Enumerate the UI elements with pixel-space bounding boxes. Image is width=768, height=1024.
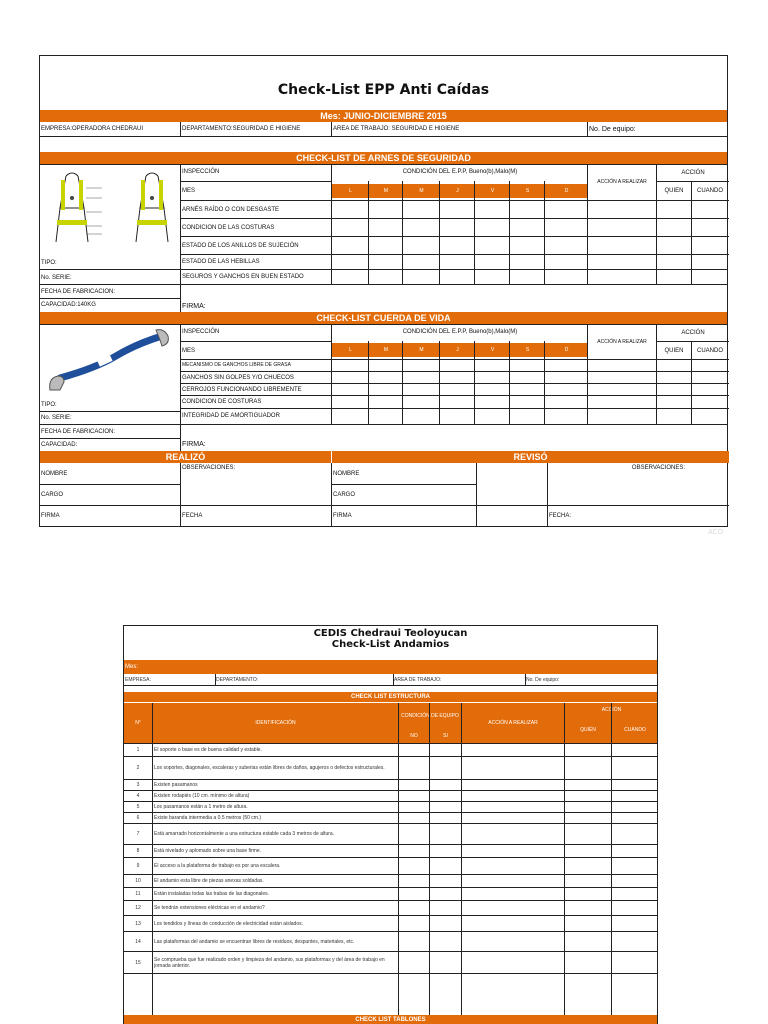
cuerda-item-5[interactable]: INTEGRIDAD DE AMORTIGUADOR [182, 412, 280, 419]
cuando-cell[interactable] [612, 932, 658, 951]
no-cell[interactable] [399, 780, 429, 790]
quien-cell[interactable] [565, 813, 611, 823]
cuerda-condicion-label: CONDICIÓN DEL E.P.P, Bueno(b),Malo(M) [402, 329, 518, 335]
arnes-day-s: S [525, 188, 530, 194]
table-row [124, 757, 657, 779]
quien-cell[interactable] [565, 888, 611, 900]
arnes-fecha-fab-field[interactable]: FECHA DE FABRICACION: [41, 289, 116, 295]
cuerda-item-4[interactable]: CONDICION DE COSTURAS [182, 399, 262, 405]
row-identificacion: El soporte o base es de buena calidad y estable. [154, 747, 262, 753]
harness-icon [46, 168, 174, 256]
si-cell[interactable] [430, 875, 461, 887]
month-bar: Mes: JUNIO-DICIEMBRE 2015 [40, 110, 727, 122]
cuerda-day-j: J [456, 347, 459, 353]
arnes-item-1[interactable]: ARNÉS RAÍDO O CON DESGASTE [182, 206, 280, 213]
arnes-day-row [332, 184, 588, 198]
estructura-header: CHECK LIST ESTRUCTURA [124, 692, 657, 702]
quien-cell[interactable] [565, 952, 611, 973]
row-number: 6 [136, 815, 140, 821]
row-number: 8 [136, 848, 140, 854]
arnes-inspeccion-label: INSPECCIÓN [182, 169, 220, 175]
cuando-cell[interactable] [612, 813, 658, 823]
col-identificacion-label: IDENTIFICACIÓN [255, 720, 296, 726]
accion-cell[interactable] [462, 791, 564, 801]
quien-cell[interactable] [565, 802, 611, 812]
cuerda-day-d: D [564, 347, 569, 353]
no-cell[interactable] [399, 888, 429, 900]
cuando-cell[interactable] [612, 802, 658, 812]
cuerda-capacidad-field[interactable]: CAPACIDAD: [41, 442, 78, 448]
si-cell[interactable] [430, 888, 461, 900]
cuando-cell[interactable] [612, 952, 658, 973]
quien-cell[interactable] [565, 791, 611, 801]
quien-cell[interactable] [565, 875, 611, 887]
table-row [124, 952, 657, 973]
cuando-cell[interactable] [612, 744, 658, 756]
quien-cell[interactable] [565, 744, 611, 756]
accion-cell[interactable] [462, 780, 564, 790]
arnes-firma-field[interactable]: FIRMA: [182, 302, 206, 310]
si-cell[interactable] [430, 952, 461, 973]
table-row [124, 780, 657, 790]
estructura-column-header [124, 703, 657, 743]
accion-cell[interactable] [462, 824, 564, 844]
row-number: 1 [136, 747, 140, 753]
si-cell[interactable] [430, 824, 461, 844]
col-accion-label: ACCIÓN [601, 707, 622, 713]
watermark-text: ACO [708, 529, 724, 536]
quien-cell[interactable] [565, 901, 611, 915]
epp-checklist-sheet [39, 55, 728, 527]
accion-cell[interactable] [462, 757, 564, 779]
arnes-day-l: L [349, 188, 352, 194]
si-cell[interactable] [430, 932, 461, 951]
arnes-quien-label: QUIEN [664, 188, 684, 194]
accion-cell[interactable] [462, 858, 564, 874]
row-identificacion: El andamio esta libre de piezas anexas soldadas. [154, 878, 264, 884]
cuerda-tipo-field[interactable]: TIPO: [41, 402, 57, 408]
cuerda-inspeccion-label: INSPECCIÓN [182, 329, 220, 335]
cuerda-day-m2: M [419, 347, 424, 353]
area-field[interactable]: AREA DE TRABAJO: SEGURIDAD E HIGIENE [333, 126, 460, 132]
row-number: 3 [136, 782, 140, 788]
reviso-firma[interactable]: FIRMA [333, 513, 352, 519]
row-identificacion: El acceso a la plataforma de trabajo es por una escalera. [154, 863, 281, 869]
sheet2-title-line2: Check-List Andamios [331, 639, 450, 650]
arnes-condicion-label: CONDICIÓN DEL E.P.P, Bueno(b),Malo(M) [402, 169, 518, 175]
si-cell[interactable] [430, 845, 461, 857]
sheet2-equipo[interactable]: No. De equipo: [526, 676, 560, 683]
si-cell[interactable] [430, 780, 461, 790]
cuando-cell[interactable] [612, 845, 658, 857]
col-si-label: SI [443, 733, 448, 739]
departamento-field[interactable]: DEPARTAMENTO:SEGURIDAD E HIGIENE [182, 126, 301, 132]
realizo-firma[interactable]: FIRMA [41, 513, 60, 519]
accion-cell[interactable] [462, 802, 564, 812]
accion-cell[interactable] [462, 932, 564, 951]
row-identificacion: Existen rodapiés (10 cm. mínimo de altura) [154, 793, 250, 799]
table-row [124, 802, 657, 812]
quien-cell[interactable] [565, 780, 611, 790]
row-number: 14 [135, 938, 141, 945]
col-no-label: NO [410, 733, 418, 739]
row-identificacion: Los tendidos y líneas de conducción de electricidad están aislados. [154, 920, 303, 927]
realizo-header: REALIZÓ [40, 451, 331, 463]
row-identificacion: Se comprueba que fue realizado orden y limpieza del andamio, sus plataformas y del área de trabajo en jornada anterior. [154, 956, 385, 969]
arnes-serie-field[interactable]: No. SERIE: [41, 275, 72, 281]
row-number: 15 [135, 959, 141, 966]
row-number: 11 [135, 891, 141, 897]
col-accion-realizar-label: ACCIÓN A REALIZAR [488, 720, 538, 726]
no-cell[interactable] [399, 824, 429, 844]
no-cell[interactable] [399, 932, 429, 951]
si-cell[interactable] [430, 802, 461, 812]
arnes-accion-label: ACCIÓN [681, 170, 705, 176]
no-cell[interactable] [399, 916, 429, 931]
si-cell[interactable] [430, 791, 461, 801]
row-number: 4 [136, 793, 140, 799]
arnes-accion-realizar-label: ACCIÓN A REALIZAR [597, 178, 647, 185]
col-cuando-label: CUÁNDO [624, 727, 646, 733]
row-number: 10 [135, 878, 141, 884]
quien-cell[interactable] [565, 824, 611, 844]
realizo-observaciones[interactable]: OBSERVACIONES: [182, 465, 236, 471]
row-identificacion: Está amarrado horizontalmente a una estructura estable cada 3 metros de altura. [154, 831, 335, 837]
arnes-capacidad-field[interactable]: CAPACIDAD:140KG [41, 302, 96, 308]
reviso-observaciones[interactable]: OBSERVACIONES: [631, 465, 686, 471]
reviso-cargo[interactable]: CARGO [333, 492, 356, 498]
realizo-nombre[interactable]: NOMBRE [41, 471, 68, 477]
cuerda-item-3[interactable]: CERROJOS FUNCIONANDO LIBREMENTE [182, 386, 302, 393]
table-row [124, 916, 657, 931]
quien-cell[interactable] [565, 916, 611, 931]
equipo-field[interactable]: No. De equipo: [589, 125, 636, 133]
arnes-cuando-label: CUANDO [696, 188, 723, 194]
reviso-nombre[interactable]: NOMBRE [333, 471, 360, 477]
table-row [124, 858, 657, 874]
no-cell[interactable] [399, 875, 429, 887]
cuerda-item-2[interactable]: GANCHOS SIN GOLPES Y/O CHUECOS [182, 374, 294, 381]
row-identificacion: Están instaladas todas las trabas de las diagonales. [154, 891, 270, 897]
arnes-day-m2: M [419, 188, 424, 194]
andamios-checklist-sheet [123, 625, 658, 1024]
lanyard-icon [46, 328, 174, 398]
arnes-tipo-field[interactable]: TIPO: [41, 260, 57, 266]
no-cell[interactable] [399, 952, 429, 973]
cuando-cell[interactable] [612, 901, 658, 915]
table-row [124, 901, 657, 915]
realizo-fecha[interactable]: FECHA [182, 513, 203, 519]
no-cell[interactable] [399, 845, 429, 857]
cuando-cell[interactable] [612, 824, 658, 844]
cuerda-serie-field[interactable]: No. SERIE: [41, 415, 72, 421]
col-n-label: N° [135, 720, 141, 726]
arnes-header: CHECK-LIST DE ARNES DE SEGURIDAD [40, 152, 727, 164]
table-row [124, 813, 657, 823]
cuerda-fecha-fab-field[interactable]: FECHA DE FABRICACION: [41, 429, 116, 435]
no-cell[interactable] [399, 791, 429, 801]
arnes-item-2[interactable]: CONDICION DE LAS COSTURAS [182, 224, 275, 231]
no-cell[interactable] [399, 858, 429, 874]
si-cell[interactable] [430, 813, 461, 823]
sheet2-area[interactable]: AREA DE TRABAJO: [394, 676, 442, 683]
cuando-cell[interactable] [612, 875, 658, 887]
row-number: 12 [135, 905, 141, 911]
quien-cell[interactable] [565, 757, 611, 779]
table-row [124, 824, 657, 844]
quien-cell[interactable] [565, 932, 611, 951]
sheet2-empresa[interactable]: EMPRESA: [125, 676, 151, 683]
no-cell[interactable] [399, 901, 429, 915]
row-number: 5 [136, 804, 140, 810]
no-cell[interactable] [399, 802, 429, 812]
accion-cell[interactable] [462, 916, 564, 931]
cuerda-day-m1: M [383, 347, 389, 353]
sheet2-title-line1: CEDIS Chedraui Teoloyucan [313, 628, 468, 639]
cuando-cell[interactable] [612, 916, 658, 931]
arnes-mes-label: MES [182, 187, 196, 194]
arnes-item-5[interactable]: SEGUROS Y GANCHOS EN BUEN ESTADO [182, 274, 304, 280]
row-number: 13 [135, 920, 141, 927]
si-cell[interactable] [430, 858, 461, 874]
table-row [124, 875, 657, 887]
realizo-cargo[interactable]: CARGO [41, 492, 64, 498]
arnes-day-d: D [564, 188, 569, 194]
arnes-day-v: V [490, 188, 495, 194]
quien-cell[interactable] [565, 845, 611, 857]
si-cell[interactable] [430, 901, 461, 915]
accion-cell[interactable] [462, 952, 564, 973]
cuando-cell[interactable] [612, 757, 658, 779]
cuerda-mes-label: MES [182, 347, 196, 354]
cuando-cell[interactable] [612, 888, 658, 900]
row-identificacion: Las plataformas del andamio se encuentran libres de residuos, despuntes, materiales, etc. [154, 938, 355, 945]
table-row [124, 845, 657, 857]
cuerda-quien-label: QUIEN [664, 348, 684, 354]
row-identificacion: Existen pasamanos [154, 782, 198, 788]
si-cell[interactable] [430, 757, 461, 779]
cuerda-header: CHECK-LIST CUERDA DE VIDA [40, 312, 727, 324]
sheet1-title: Check-List EPP Anti Caídas [277, 82, 490, 98]
table-row [124, 744, 657, 756]
no-cell[interactable] [399, 813, 429, 823]
cuerda-day-v: V [490, 347, 495, 353]
row-number: 2 [136, 765, 140, 771]
arnes-day-j: J [456, 188, 459, 194]
col-quien-label: QUIÉN [580, 727, 596, 733]
accion-cell[interactable] [462, 744, 564, 756]
cuando-cell[interactable] [612, 780, 658, 790]
cuerda-item-1[interactable]: MECANISMO DE GANCHOS LIBRE DE GRASA [182, 362, 291, 368]
table-row [124, 791, 657, 801]
accion-cell[interactable] [462, 888, 564, 900]
row-identificacion: Se tendrán extensiones eléctricas en el andamio? [154, 905, 265, 911]
table-row [124, 888, 657, 900]
si-cell[interactable] [430, 744, 461, 756]
cuando-cell[interactable] [612, 791, 658, 801]
quien-cell[interactable] [565, 858, 611, 874]
tablones-header: CHECK LIST TABLONES [124, 1015, 657, 1024]
si-cell[interactable] [430, 916, 461, 931]
arnes-item-4[interactable]: ESTADO DE LAS HEBILLAS [182, 259, 260, 265]
row-identificacion: Está nivelado y aplomado sobre una base firme. [154, 848, 262, 854]
row-identificacion: Existe baranda intermedia a 0.5 metros (50 cm.) [154, 815, 261, 821]
row-identificacion: Los pasamanos están a 1 metro de altura. [154, 804, 248, 810]
sheet2-mes-bar[interactable]: Mes: [124, 660, 657, 674]
arnes-item-3[interactable]: ESTADO DE LOS ANILLOS DE SUJECIÓN [182, 242, 299, 249]
accion-cell[interactable] [462, 813, 564, 823]
row-number: 9 [136, 863, 140, 869]
cuerda-day-l: L [349, 347, 352, 353]
cuerda-cuando-label: CUANDO [696, 348, 723, 354]
accion-cell[interactable] [462, 845, 564, 857]
cuerda-day-row [332, 343, 588, 357]
sheet2-title [124, 628, 657, 650]
empresa-field[interactable]: EMPRESA:OPERADORA CHEDRAUI [41, 126, 144, 132]
cuerda-accion-label: ACCIÓN [681, 330, 705, 336]
no-cell[interactable] [399, 757, 429, 779]
cuerda-accion-realizar-label: ACCIÓN A REALIZAR [597, 338, 647, 345]
table-row [124, 932, 657, 951]
reviso-header: REVISÓ [332, 451, 729, 463]
row-identificacion: Los soportes, diagonales, escaleras y suberias están libres de daños, agujeros o defectos estructurales. [154, 765, 385, 771]
no-cell[interactable] [399, 744, 429, 756]
accion-cell[interactable] [462, 875, 564, 887]
reviso-fecha[interactable]: FECHA: [549, 513, 572, 519]
cuando-cell[interactable] [612, 858, 658, 874]
col-condicion-label: CONDICIÓN DE EQUIPO [401, 712, 459, 719]
accion-cell[interactable] [462, 901, 564, 915]
cuerda-firma-field[interactable]: FIRMA: [182, 440, 206, 448]
row-number: 7 [136, 831, 140, 837]
arnes-day-m1: M [383, 188, 389, 194]
cuerda-day-s: S [525, 347, 530, 353]
sheet2-departamento[interactable]: DEPARTAMENTO: [216, 676, 259, 683]
